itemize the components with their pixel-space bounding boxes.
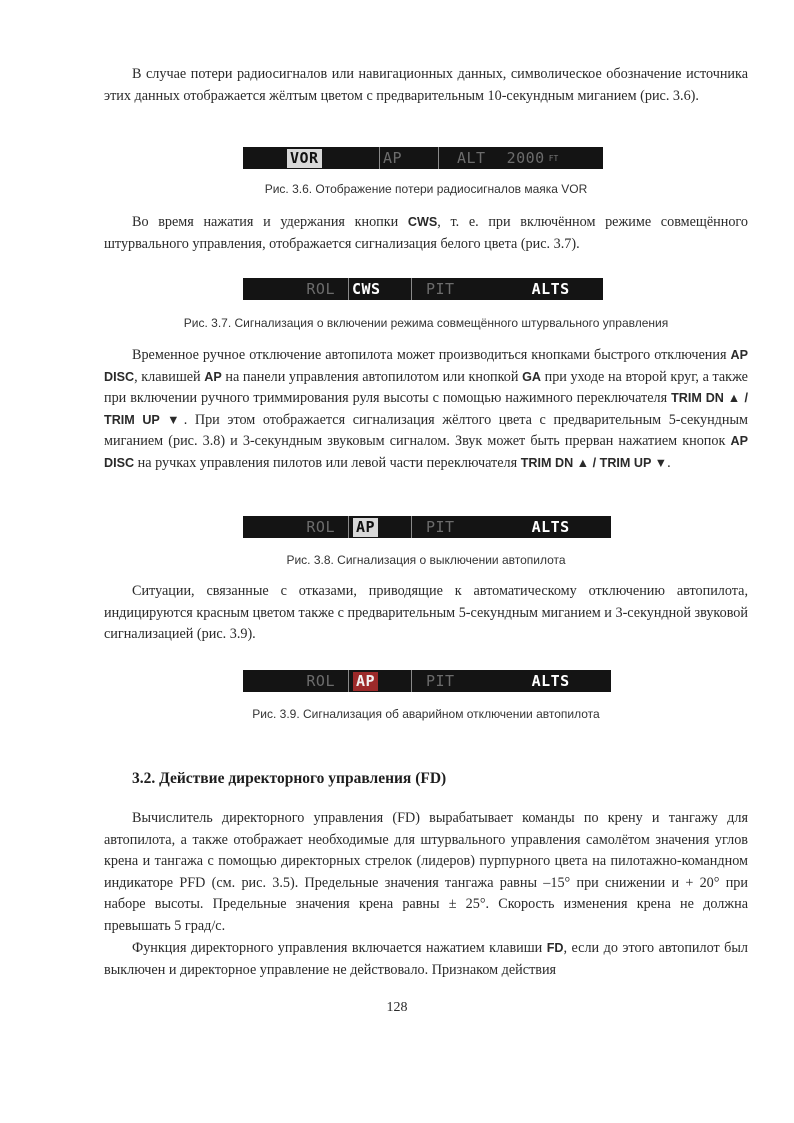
fma-lateral-segment bbox=[243, 147, 379, 169]
text-run: Временное ручное отключение автопилота может производиться кнопками быстрого отключения bbox=[132, 347, 731, 363]
fd-key-term: FD bbox=[546, 941, 564, 955]
alts-annunciator: ALTS bbox=[531, 671, 570, 690]
text-run: , т. е. при включённом режиме совмещённого штурвального управления, отображается сигнализация белого цвета (рис. 3.7). bbox=[104, 214, 748, 252]
pit-annunciator: PIT bbox=[426, 517, 455, 536]
alt-value: 2000 bbox=[506, 148, 545, 167]
ap-failure-annunciator: AP bbox=[353, 672, 378, 691]
fma-lateral-segment bbox=[243, 516, 348, 538]
text-run: . bbox=[667, 454, 671, 471]
ap-key-term: AP bbox=[204, 369, 222, 384]
page-number: 128 bbox=[386, 1000, 408, 1015]
fma-vertical-segment bbox=[411, 670, 611, 692]
cws-button-term: CWS bbox=[407, 215, 438, 229]
trim-switch-term: TRIM DN ▲ / TRIM UP ▼ bbox=[104, 391, 748, 427]
fma-vertical-segment bbox=[411, 278, 603, 300]
ap-disconnect-annunciator: AP bbox=[353, 518, 378, 537]
caption-fig-3-9: Рис. 3.9. Сигнализация об аварийном отключении автопилота bbox=[252, 707, 600, 721]
text-run: . При этом отображается сигнализация жёлтого цвета с предварительным 5-секундным миганием (рис. 3.8) и 3-секундным звуковым сигналом. Звук может быть прерван нажатием кнопок bbox=[104, 411, 748, 449]
text-run: на ручках управления пилотов или левой части переключателя bbox=[134, 454, 521, 471]
paragraph-fd-computer: Вычислитель директорного управления (FD) вырабатывает команды по крену и тангажу для автопилота, а также отображает необходимые для штурвального управления самолётом значения углов крена и тангажа с помощью директорных стрелок (лидеров) пурпурного цвета на пилотажно-командном индикаторе PFD (см. рис. 3.5). Предельные значения тангажа равны –15° при снижении и + 20° при наборе высоты. Предельные значения крена равны ± 25°. Скорость изменения крена не должна превышать 5 град/с. bbox=[104, 810, 748, 934]
alts-annunciator: ALTS bbox=[531, 517, 570, 536]
caption-fig-3-8: Рис. 3.8. Сигнализация о выключении автопилота bbox=[286, 553, 566, 567]
text-run: на панели управления автопилотом или кнопкой bbox=[221, 368, 523, 385]
text-run: при уходе на второй круг, а также при включении ручного триммирования руля высоты с помощью нажимного переключателя bbox=[104, 368, 748, 406]
paragraph-ap-disconnect bbox=[104, 345, 748, 474]
paragraph-fd-activation bbox=[104, 938, 748, 981]
text-run: , клавишей bbox=[134, 368, 205, 385]
paragraph-cws bbox=[104, 212, 748, 255]
ap-disc-term: AP DISC bbox=[104, 434, 748, 470]
fma-ap-segment bbox=[348, 516, 411, 538]
fma-display-fig-3-9 bbox=[243, 670, 611, 692]
alt-annunciator: ALT bbox=[457, 148, 486, 167]
alt-unit: FT bbox=[548, 153, 559, 163]
fma-ap-segment bbox=[348, 670, 411, 692]
fma-lateral-segment bbox=[243, 278, 348, 300]
fma-lateral-segment bbox=[243, 670, 348, 692]
ap-annunciator: AP bbox=[383, 148, 403, 167]
fma-ap-segment bbox=[348, 278, 411, 300]
caption-fig-3-6: Рис. 3.6. Отображение потери радиосигналов маяка VOR bbox=[264, 182, 588, 196]
text-run: Функция директорного управления включается нажатием клавиши bbox=[132, 940, 547, 956]
pit-annunciator: PIT bbox=[426, 279, 455, 298]
fma-display-fig-3-6 bbox=[243, 147, 603, 169]
fma-vertical-segment bbox=[438, 147, 603, 169]
rol-annunciator: ROL bbox=[306, 671, 335, 690]
rol-annunciator: ROL bbox=[306, 279, 335, 298]
fma-display-fig-3-7 bbox=[243, 278, 603, 300]
vor-source-annunciator: VOR bbox=[287, 149, 322, 168]
alts-annunciator: ALTS bbox=[531, 279, 570, 298]
ap-disc-term: AP DISC bbox=[104, 348, 748, 384]
caption-fig-3-7: Рис. 3.7. Сигнализация о включении режима совмещённого штурвального управления bbox=[183, 316, 669, 330]
ga-button-term: GA bbox=[522, 369, 541, 384]
trim-switch-term: TRIM DN ▲ / TRIM UP ▼ bbox=[520, 455, 668, 470]
pit-annunciator: PIT bbox=[426, 671, 455, 690]
rol-annunciator: ROL bbox=[306, 517, 335, 536]
fma-ap-segment bbox=[379, 147, 438, 169]
fma-vertical-segment bbox=[411, 516, 611, 538]
section-heading: 3.2. Действие директорного управления (FD) bbox=[132, 770, 447, 787]
fma-display-fig-3-8 bbox=[243, 516, 611, 538]
cws-annunciator: CWS bbox=[352, 279, 381, 298]
text-run: Во время нажатия и удержания кнопки bbox=[132, 214, 408, 230]
text-run: , если до этого автопилот был выключен и директорное управление не действовало. Признаком действия bbox=[104, 940, 749, 978]
paragraph-failure-disconnect: Ситуации, связанные с отказами, приводящие к автоматическому отключению автопилота, индицируются красным цветом также с предварительным 5-секундным миганием и 3-секундной звуковой сигнализацией (рис. 3.9). bbox=[104, 583, 748, 642]
paragraph-signal-loss: В случае потери радиосигналов или навигационных данных, символическое обозначение источника этих данных отображается жёлтым цветом с предварительным 10-секундным миганием (рис. 3.6). bbox=[104, 66, 748, 104]
